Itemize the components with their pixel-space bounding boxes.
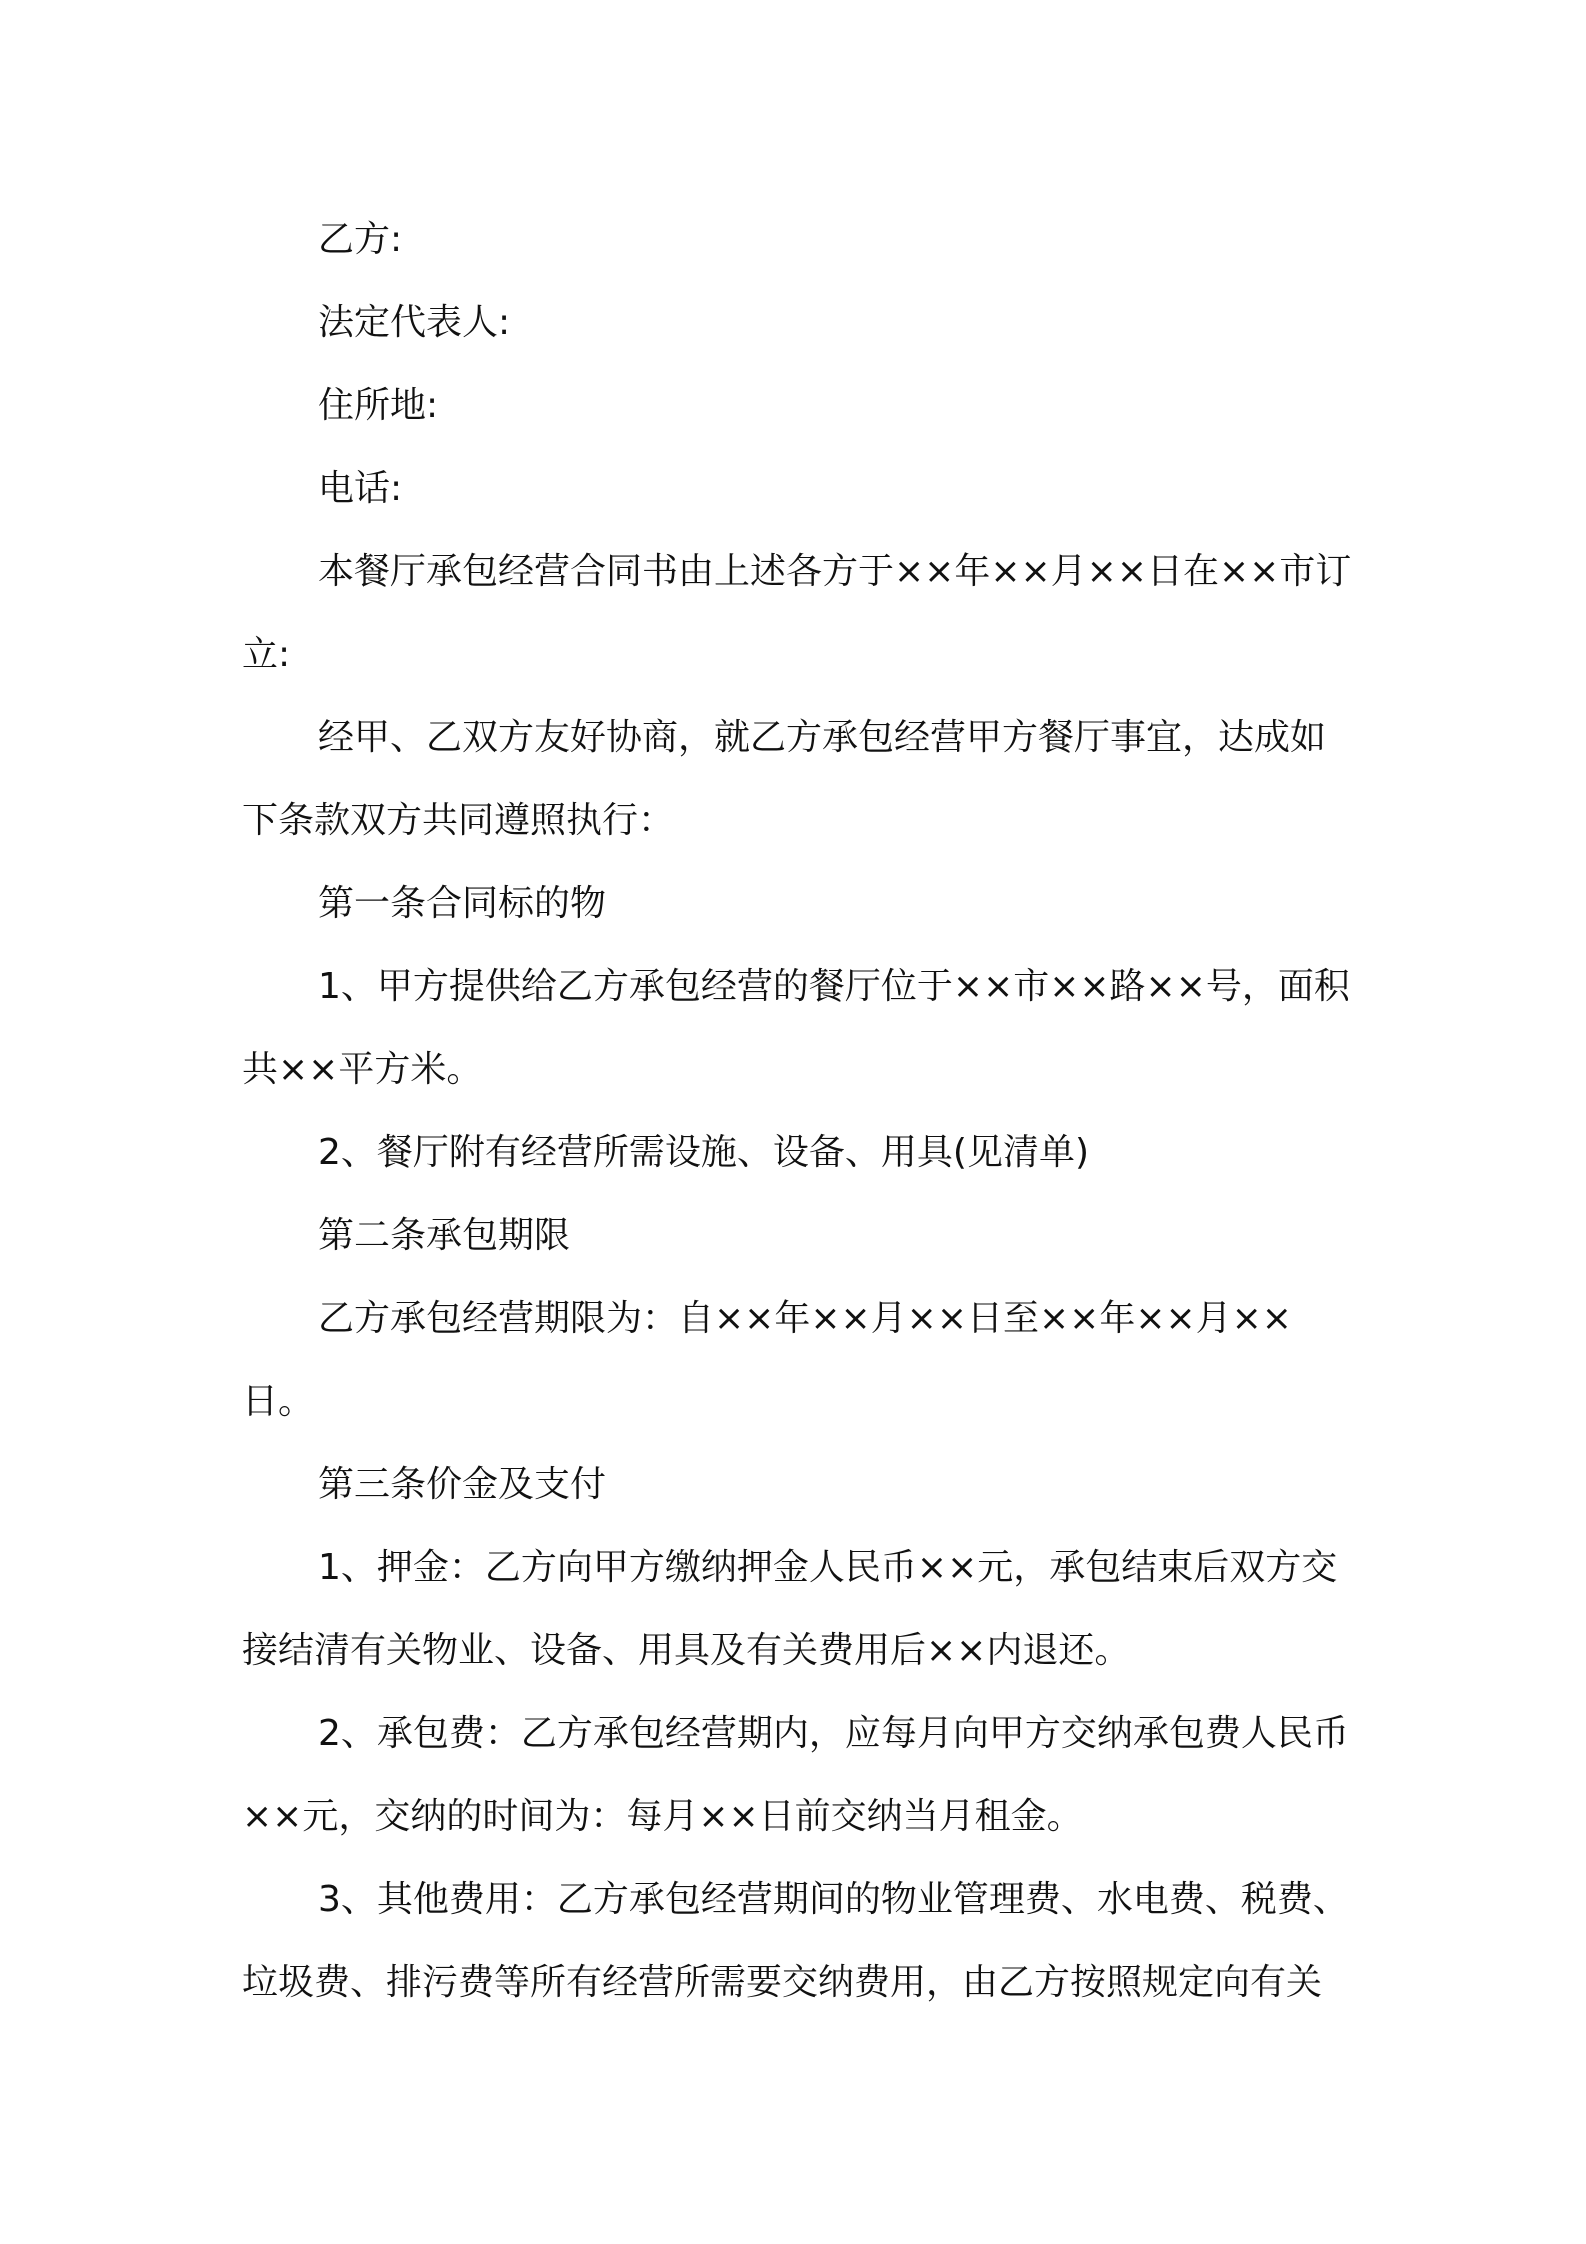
article-3-item-2: 2、承包费：乙方承包经营期内，应每月向甲方交纳承包费人民币××元，交纳的时间为：每月××日前交纳当月租金。	[242, 1713, 1349, 1837]
contract-signing-paragraph: 本餐厅承包经营合同书由上述各方于××年××月××日在××市订立:	[242, 551, 1352, 675]
article-3-item-1: 1、押金：乙方向甲方缴纳押金人民币××元，承包结束后双方交接结清有关物业、设备、用具及有关费用后××内退还。	[242, 1547, 1338, 1671]
article-1-item-2: 2、餐厅附有经营所需设施、设备、用具(见清单)	[318, 1132, 1089, 1173]
address-label: 住所地:	[318, 385, 439, 426]
article-3-heading: 第三条价金及支付	[318, 1464, 607, 1505]
phone-label: 电话:	[318, 468, 403, 509]
article-2-term-paragraph: 乙方承包经营期限为：自××年××月××日至××年××月××日。	[242, 1298, 1292, 1422]
party-b-label: 乙方:	[318, 219, 403, 260]
article-1-item-1: 1、甲方提供给乙方承包经营的餐厅位于××市××路××号，面积共××平方米。	[242, 966, 1350, 1090]
document-body	[242, 198, 1360, 2024]
legal-representative-label: 法定代表人:	[318, 302, 511, 343]
article-2-heading: 第二条承包期限	[318, 1215, 571, 1256]
article-3-item-3: 3、其他费用：乙方承包经营期间的物业管理费、水电费、税费、垃圾费、排污费等所有经营所需要交纳费用，由乙方按照规定向有关	[242, 1879, 1349, 2003]
negotiation-paragraph: 经甲、乙双方友好协商，就乙方承包经营甲方餐厅事宜，达成如下条款双方共同遵照执行：	[242, 717, 1327, 841]
article-1-heading: 第一条合同标的物	[318, 883, 607, 924]
